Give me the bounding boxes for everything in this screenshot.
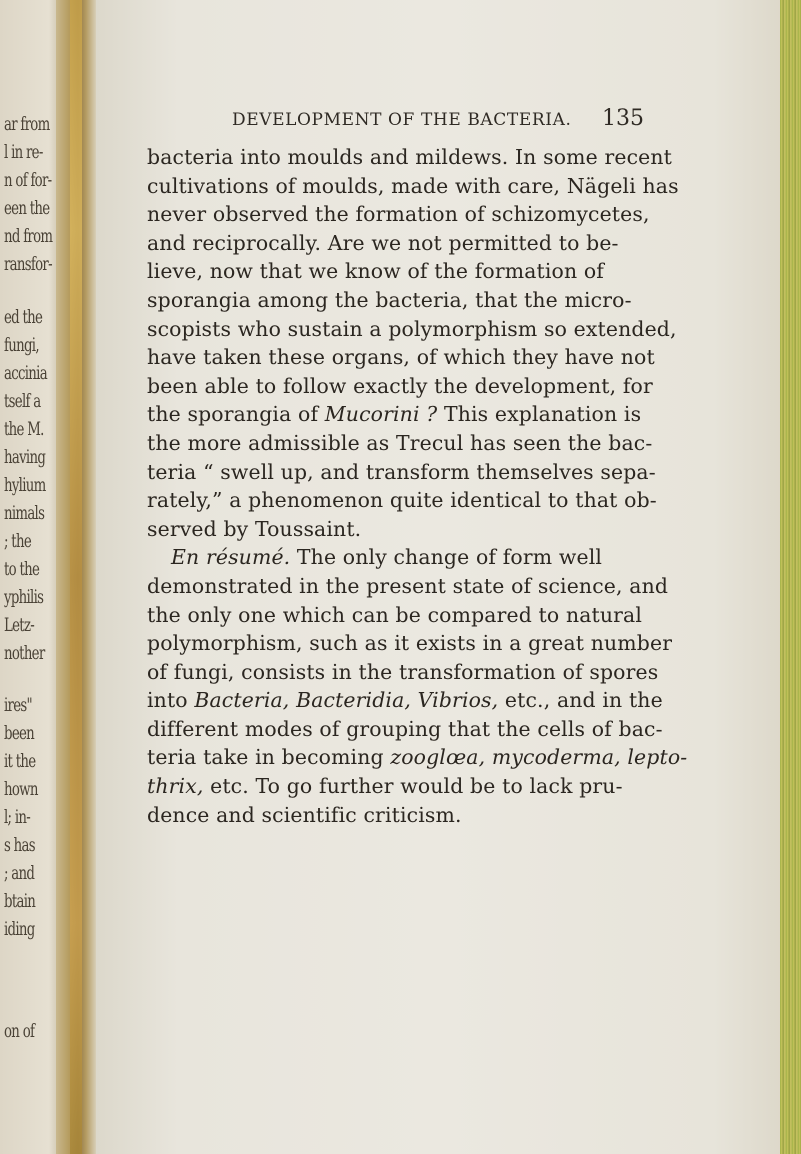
text-line: been able to follow exactly the development, for — [147, 373, 653, 398]
bleed-line: tself a — [4, 390, 41, 412]
bleed-line: l; in- — [4, 806, 31, 828]
bleed-line: btain — [4, 890, 36, 912]
text-line: sporangia among the bacteria, that the micro- — [147, 287, 632, 312]
bleed-line: to the — [4, 558, 40, 580]
bleed-line: ires" — [4, 694, 32, 716]
text-line: scopists who sustain a polymorphism so extended, — [147, 316, 677, 341]
bleed-line: on of — [4, 1020, 35, 1042]
text-line: lieve, now that we know of the formation of — [147, 259, 604, 284]
bleed-line: s has — [4, 834, 35, 856]
bleed-line: fungi, — [4, 334, 39, 356]
bleed-line: it the — [4, 750, 36, 772]
italic-term: Mucorini ? — [324, 402, 438, 427]
text-line: thrix, etc. To go further would be to lack pru- — [147, 774, 623, 799]
bleed-line: hown — [4, 778, 38, 800]
bleed-line: n of for- — [4, 169, 52, 191]
bleed-line: nd from — [4, 225, 53, 247]
text-line: the only one which can be compared to natural — [147, 602, 643, 627]
bleed-line: ; the — [4, 530, 31, 552]
text-line: teria take in becoming zooglœa, mycoderma, lepto- — [147, 745, 688, 770]
body-text — [147, 143, 757, 829]
text-line: polymorphism, such as it exists in a great number — [147, 631, 673, 656]
text-line: never observed the formation of schizomycetes, — [147, 202, 650, 227]
text-line: the more admissible as Trecul has seen the bac- — [147, 430, 653, 455]
text-line: En résumé. The only change of form well — [171, 545, 603, 570]
italic-term: zooglœa, mycoderma, lepto- — [390, 745, 688, 770]
bleed-line: yphilis — [4, 586, 44, 608]
text-line: of fungi, consists in the transformation of spores — [147, 659, 659, 684]
italic-term: Bacteria, Bacteridia, Vibrios, — [194, 688, 499, 713]
bleed-line: been — [4, 722, 35, 744]
text-line: dence and scientific criticism. — [147, 802, 462, 827]
text-line: served by Toussaint. — [147, 516, 362, 541]
bleed-line: having — [4, 446, 46, 468]
text-line: different modes of grouping that the cells of bac- — [147, 716, 663, 741]
bleed-line: ransfor- — [4, 253, 52, 275]
running-head: DEVELOPMENT OF THE BACTERIA. — [232, 110, 572, 130]
text-line: the sporangia of Mucorini ? This explanation is — [147, 402, 642, 427]
text-line: demonstrated in the present state of science, and — [147, 573, 669, 598]
italic-term: thrix, — [147, 774, 204, 799]
bleed-line: the M. — [4, 418, 44, 440]
bleed-line: l in re- — [4, 141, 43, 163]
italic-term: En résumé. — [171, 545, 291, 570]
text-line: teria “ swell up, and transform themselves sepa- — [147, 459, 656, 484]
right-page-edge — [780, 0, 801, 1154]
page-header — [232, 106, 752, 136]
text-line: into Bacteria, Bacteridia, Vibrios, etc., and in the — [147, 688, 663, 713]
bleed-line: accinia — [4, 362, 47, 384]
text-line: rately,” a phenomenon quite identical to that ob- — [147, 488, 657, 513]
bleed-line: hylium — [4, 474, 46, 496]
gilt-edge — [70, 0, 82, 1154]
text-line: bacteria into moulds and mildews. In some recent — [147, 145, 672, 169]
bleed-line: Letz- — [4, 614, 35, 636]
page-number: 135 — [602, 106, 644, 131]
bleed-line: ed the — [4, 306, 43, 328]
text-line: cultivations of moulds, made with care, Nägeli has — [147, 173, 679, 198]
bleed-line: nimals — [4, 502, 45, 524]
text-line: and reciprocally. Are we not permitted to be- — [147, 230, 619, 255]
bleed-line: een the — [4, 197, 50, 219]
bleed-line: ; and — [4, 862, 35, 884]
text-line: have taken these organs, of which they have not — [147, 345, 655, 370]
bleed-line: ar from — [4, 113, 50, 135]
bleed-line: nother — [4, 642, 45, 664]
bleed-line: iding — [4, 918, 35, 940]
